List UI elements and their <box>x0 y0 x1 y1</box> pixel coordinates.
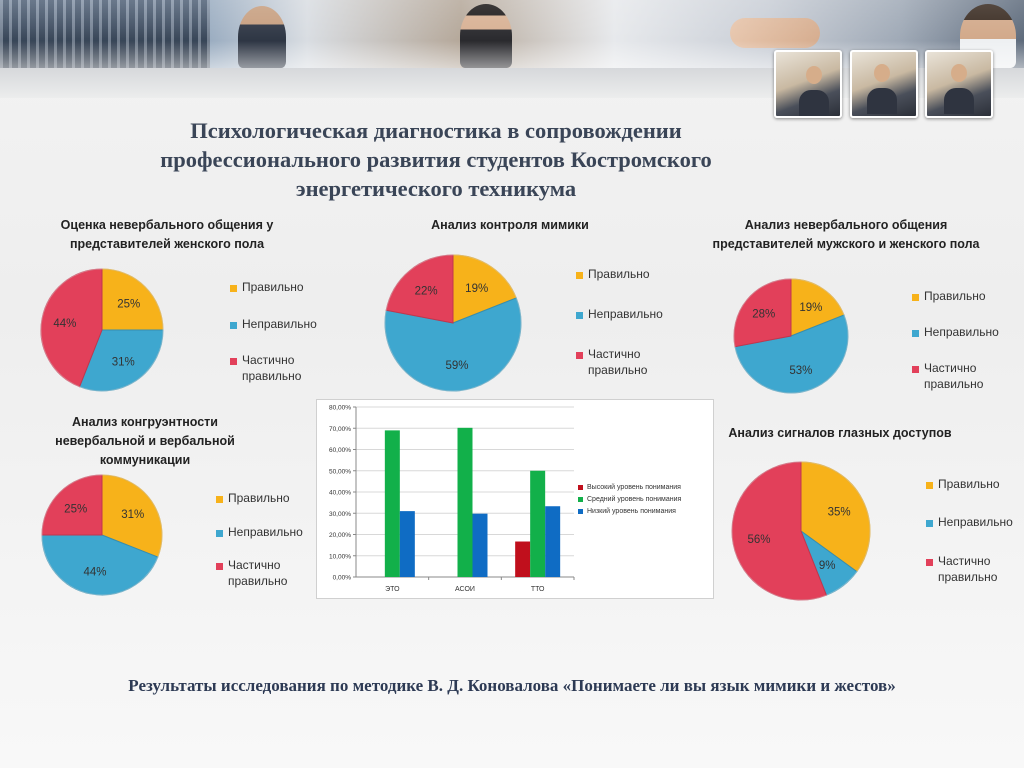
legend-swatch <box>912 330 919 337</box>
legend-swatch <box>230 358 237 365</box>
legend-swatch <box>578 509 583 514</box>
legend-label: Частично правильно <box>938 554 998 584</box>
legend-swatch <box>216 563 223 570</box>
slice-label: 28% <box>752 308 776 321</box>
x-tick-label: ЭТО <box>385 586 400 593</box>
slice-label: 25% <box>117 298 141 311</box>
bar-medium <box>385 430 400 577</box>
legend-swatch <box>912 294 919 301</box>
legend-label: Правильно <box>242 280 304 294</box>
chart-1-title: Оценка невербального общения у представителей женского пола <box>60 218 274 251</box>
y-tick-label: 40,00% <box>328 489 351 497</box>
legend-label: Правильно <box>228 491 290 505</box>
legend-label: Неправильно <box>938 515 1013 529</box>
y-tick-label: 60,00% <box>328 447 351 454</box>
bar-low <box>400 511 415 577</box>
legend-label: Средний уровень понимания <box>587 496 682 503</box>
bar-low <box>545 506 560 577</box>
slide-footer: Результаты исследования по методике В. Д. Коновалова «Понимаете ли вы язык мимики и жестов» <box>128 676 896 695</box>
legend-label: Частично правильно <box>242 353 302 383</box>
bar-low <box>473 514 488 577</box>
legend-label: Правильно <box>924 289 986 303</box>
thumbnail-photo-2 <box>850 50 918 118</box>
y-tick-label: 50,00% <box>328 468 351 476</box>
slice-label: 9% <box>818 559 836 572</box>
legend-swatch <box>230 285 237 292</box>
chart-6-title: Анализ сигналов глазных доступов <box>728 426 952 440</box>
legend-label: Частично правильно <box>588 347 648 377</box>
legend-swatch <box>230 322 237 329</box>
slice-label: 19% <box>465 283 489 296</box>
legend-label: Низкий уровень понимания <box>587 508 676 515</box>
legend-swatch <box>926 559 933 566</box>
legend-label: Частично правильно <box>924 361 984 391</box>
y-tick-label: 30,00% <box>328 510 351 518</box>
chart-3-title: Анализ невербального общения представителей мужского и женского пола <box>712 218 980 251</box>
x-tick-label: АСОИ <box>455 586 475 593</box>
x-tick-label: ТТО <box>530 586 545 593</box>
bar-high <box>515 542 530 577</box>
legend-swatch <box>576 272 583 279</box>
bar-medium <box>458 428 473 577</box>
y-tick-label: 80,00% <box>328 404 351 412</box>
thumbnail-photo-1 <box>774 50 842 118</box>
y-tick-label: 70,00% <box>328 425 351 433</box>
legend-swatch <box>576 352 583 359</box>
chart-2-title: Анализ контроля мимики <box>431 218 589 232</box>
slice-label: 19% <box>799 301 823 314</box>
y-tick-label: 10,00% <box>328 553 351 561</box>
bar-medium <box>530 471 545 577</box>
y-tick-label: 0,00% <box>332 574 351 582</box>
legend-label: Неправильно <box>242 317 317 331</box>
slice-label: 44% <box>83 566 107 579</box>
slide-title: Психологическая диагностика в сопровождении профессионального развития студентов Костромского энергетического техникума <box>160 118 712 201</box>
legend-swatch <box>578 485 583 490</box>
slice-label: 56% <box>747 534 771 547</box>
legend-label: Высокий уровень понимания <box>587 484 681 491</box>
legend-label: Правильно <box>938 477 1000 491</box>
slice-label: 22% <box>414 285 438 298</box>
legend-label: Неправильно <box>924 325 999 339</box>
legend-swatch <box>578 497 583 502</box>
chart-4-title: Анализ конгруэнтности невербальной и вербальной коммуникации <box>55 415 235 467</box>
legend-swatch <box>926 520 933 527</box>
thumbnail-photo-3 <box>925 50 993 118</box>
legend-swatch <box>912 366 919 373</box>
slice-label: 25% <box>64 503 88 516</box>
legend-swatch <box>926 482 933 489</box>
legend-label: Правильно <box>588 267 650 281</box>
slice-label: 44% <box>53 317 77 330</box>
slice-label: 53% <box>789 364 813 377</box>
legend-label: Частично правильно <box>228 558 288 588</box>
legend-label: Неправильно <box>228 525 303 539</box>
legend-swatch <box>576 312 583 319</box>
slice-label: 59% <box>445 359 469 372</box>
slice-label: 31% <box>121 509 145 522</box>
legend-swatch <box>216 496 223 503</box>
slice-label: 35% <box>827 506 851 519</box>
legend-label: Неправильно <box>588 307 663 321</box>
legend-swatch <box>216 530 223 537</box>
slice-label: 31% <box>111 356 135 369</box>
y-tick-label: 20,00% <box>328 532 351 539</box>
